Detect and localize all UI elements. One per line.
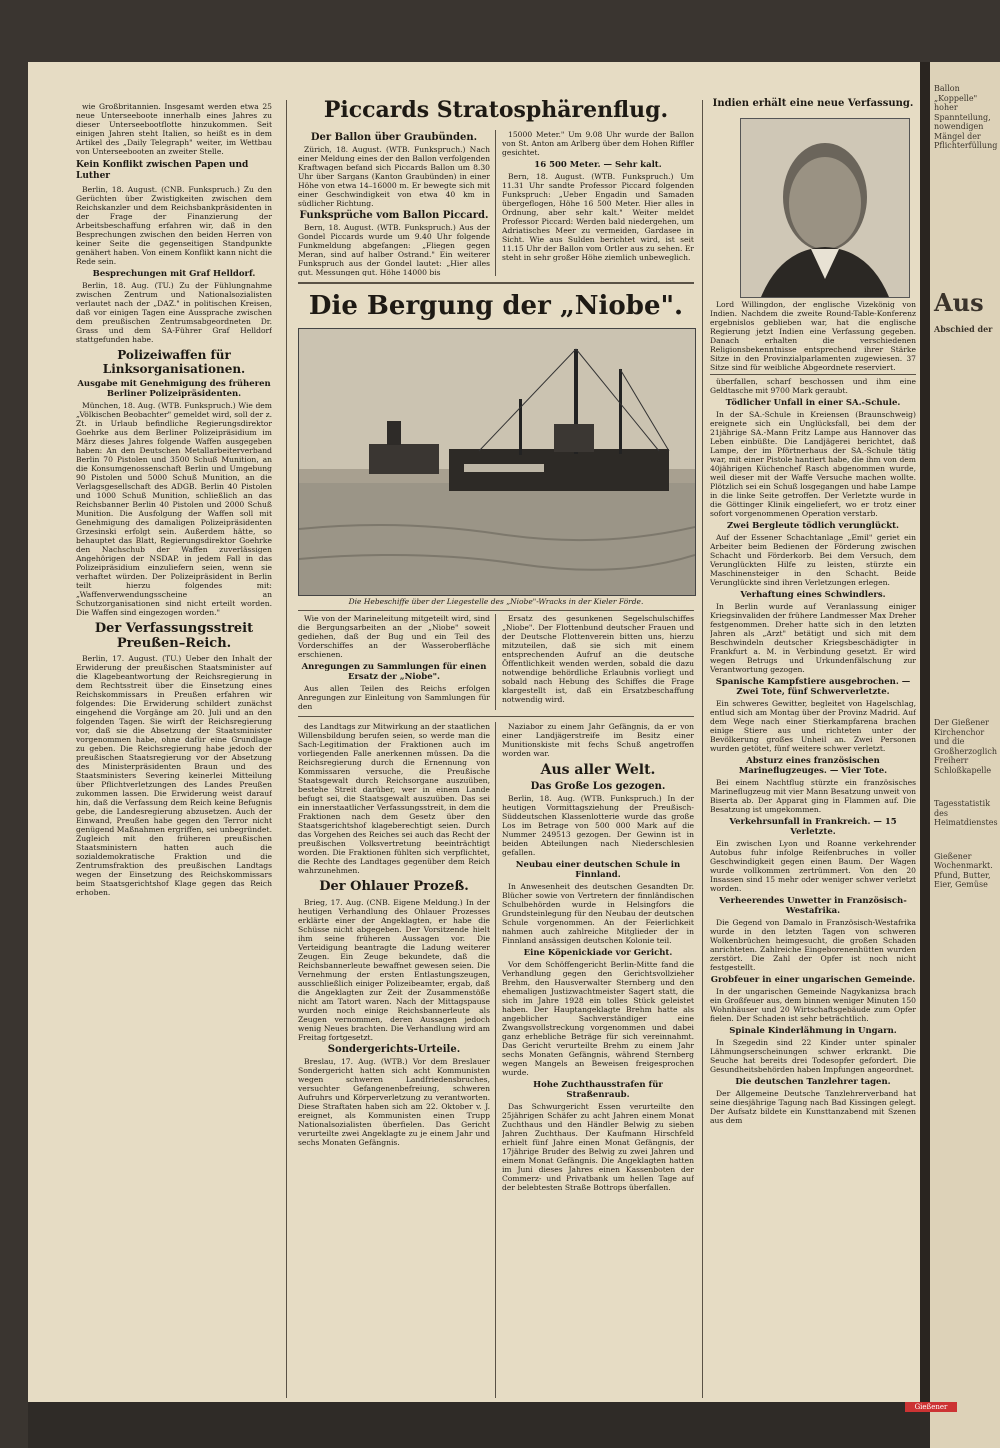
article-text: In Berlin wurde auf Veranlassung einiger Kriegsinvaliden der frühere Landmesser Max Dreher festgenommen. Dreher hatte sich in den letzten Jahren als „Arzt" betätigt und sich mit dem Beschwindeln deutscher Kriegsbeschädigter in Frankfurt a. M. in Verbindung gesetzt. Er wird wegen Betrugs und Urkundenfälschung zur Verantwortung gezogen. xyxy=(710,602,916,674)
article-text: Aus allen Teilen des Reichs erfolgen Anregungen zur Einleitung von Sammlungen für den xyxy=(298,684,490,711)
article-text: Die Gegend von Damalo in Französisch-Westafrika wurde in den letzten Tagen von schweren Wolkenbrüchen heimgesucht, die großen Schaden anrichteten. Zahlreiche Eingeborenenhütten wurden zerstört. Die Zahl der Opfer ist noch nicht festgestellt. xyxy=(710,918,916,972)
article-text: Vor dem Schöffengericht Berlin-Mitte fand die Verhandlung gegen den Gerichtsvollzieher Brehm, den Hausverwalter Sternberg und den ehemaligen Justizwachtmeister Sagert statt, die sich im Jahre 1928 ein tolles Stück geleistet haben. Der Hauptangeklagte Brehm hatte als angeblicher Sachverständiger eine Zwangsvollstreckung vorgenommen und dabei ganz erhebliche Beträge für sich vereinnahmt. Das Gericht verurteilte Brehm zu einem Jahr sechs Monaten Gefängnis, während Sternberg wegen Mangels an Beweisen freigesprochen wurde. xyxy=(502,960,694,1077)
piccard-left-column xyxy=(298,130,490,276)
article-text: überfallen, scharf beschossen und ihm eine Geldtasche mit 9700 Mark geraubt. xyxy=(710,377,916,395)
article-text: In Anwesenheit des deutschen Gesandten Dr. Blücher sowie von Vertretern der finnländischen Schulbehörden wurde in Helsingfors die Grundsteinlegung für den Neubau der deutschen Schule vorgenommen. An der Feierlichkeit nahmen auch zahlreiche Mitglieder der in Finnland ansässigen deutschen Kolonie teil. xyxy=(502,882,694,945)
section-rule xyxy=(298,716,694,717)
article-text: Ein zwischen Lyon und Roanne verkehrender Autobus fuhr infolge Reifenbruches in voller Geschwindigkeit gegen einen Baum. Der Wagen wurde vollkommen zertrümmert. Von den 20 Insassen sind 15 mehr oder weniger schwer verletzt worden. xyxy=(710,839,916,893)
article-text: Berlin, 17. August. (TU.) Ueber den Inhalt der Erwiderung der preußischen Staatsminister auf die Klagebeantwortung der Reichsregierung in dem Rechtsstreit über die Einsetzung eines Reichskommissars in Preußen erfahren wir folgendes: Die Erwiderung schildert zunächst eingehend die Vorgänge am 20. Juli und an den folgenden Tagen. Sie wirft der Reichsregierung vor, daß sie die Absetzung der Staatsminister vorgenommen habe, ohne dafür eine Grundlage zu geben. Die Reichsregierung habe jedoch der preußischen Staatsregierung vor der Absetzung des Ministerpräsidenten Braun und des Staatsministers Severing keinerlei Mitteilung über Pflichtverletzungen des Landes Preußen zukommen lassen. Die Erwiderung weist darauf hin, daß die Verfassung dem Reich keine Befugnis gebe, die Landesregierung abzusetzen. Auch der Einwand, Preußen habe gegen den Terror nicht genügend Maßnahmen ergriffen, sei unbegründet. Zugleich mit den früheren preußischen Staatsministern hatten auch die sozialdemokratische Fraktion und die Zentrumsfraktion des preußischen Landtags wegen der Einsetzung des Reichskommissars beim Staatsgerichtshof Klage gegen das Reich erhoben. xyxy=(76,654,272,897)
article-headline: Spinale Kinderlähmung in Ungarn. xyxy=(729,1026,897,1036)
article-headline: Das Große Los gezogen. xyxy=(530,781,666,792)
article-headline: Eine Köpenickiade vor Gericht. xyxy=(523,948,673,958)
adjacent-text: Abschied der xyxy=(934,323,993,334)
article-text: Ein schweres Gewitter, begleitet von Hagelschlag, entlud sich am Montag über der Provinz Madrid. Auf dem Wege nach einer Stierkampfarena brachen einige Stiere aus und richteten unter der Bevölkerung großes Unheil an. Zwei Personen wurden getötet, fünf weitere schwer verletzt. xyxy=(710,699,916,753)
page-gutter xyxy=(920,62,930,1402)
article-headline: Der Ballon über Graubünden. xyxy=(310,132,478,143)
article-headline: Zwei Bergleute tödlich verunglückt. xyxy=(726,521,900,531)
article-text: wie Großbritannien. Insgesamt werden etwa 25 neue Unterseeboote innerhalb eines Jahres zu dieser Unterseebootflotte hinzukommen. Seit einigen Jahren steht Italien, so heißt es in dem Artikel des „Daily Telegraph" weiter, im Wettbau von Unterseebooten an zweiter Stelle. xyxy=(76,102,272,156)
article-text: 15000 Meter." Um 9.08 Uhr wurde der Ballon von St. Anton am Arlberg über dem Hohen Riffler gesichtet. xyxy=(502,130,694,157)
article-headline: Verheerendes Unwetter in Französisch-Westafrika. xyxy=(719,896,907,916)
article-text: Der Allgemeine Deutsche Tanzlehrerverband hat seine diesjährige Tagung nach Bad Kissingen gelegt. Der Aufsatz bildete ein Kunsttanzabend mit Szenen aus dem xyxy=(710,1089,916,1125)
article-headline: Spanische Kampfstiere ausgebrochen. — Zwei Tote, fünf Schwerverletzte. xyxy=(715,677,911,697)
article-text: Brieg, 17. Aug. (CNB. Eigene Meldung.) In der heutigen Verhandlung des Ohlauer Prozesses erklärte einer der Angeklagten, er habe die Schüsse nicht abgegeben. Der Vorsitzende hielt ihm seine früheren Aussagen vor. Die Verteidigung beantragte die Ladung weiterer Zeugen. Ein Zeuge bekundete, daß die Reichsbannerleute bewaffnet gewesen seien. Die Vernehmung der ersten Entlastungszeugen, ausschließlich einiger Polizeibeamter, ergab, daß die Angeklagten zur Zeit der Zusammenstöße nicht am Tatort waren. Nach der Mittagspause wurden noch einige Reichsbannerleute als Zeugen vernommen, deren Aussagen jedoch wenig Neues brachten. Die Verhandlung wird am Freitag fortgesetzt. xyxy=(298,898,490,1042)
column-rule xyxy=(702,100,703,1398)
article-headline: Kein Konflikt zwischen Papen und Luther xyxy=(76,160,249,181)
column-1 xyxy=(76,102,272,1398)
willingdon-portrait xyxy=(740,118,910,298)
article-headline: Verkehrsunfall in Frankreich. — 15 Verletzte. xyxy=(729,817,897,837)
article-text: Berlin, 18. Aug. (WTB. Funkspruch.) In der heutigen Vormittagsziehung der Preußisch-Süddeutschen Klassenlotterie wurde das große Los im Betrage von 500 000 Mark auf die Nummer 249513 gezogen. Der Gewinn ist in beiden Abteilungen nach Niederschlesien gefallen. xyxy=(502,794,694,857)
article-headline: Verhaftung eines Schwindlers. xyxy=(740,590,886,600)
archive-stamp: Gießener xyxy=(905,1402,957,1412)
column-rule xyxy=(495,614,496,710)
adjacent-text: Tagesstatistik des Heimatdienstes xyxy=(934,799,998,827)
column-4 xyxy=(502,722,694,1398)
article-text: Das Schwurgericht Essen verurteilte den 25jährigen Schäfer zu acht Jahren einem Monat Zuchthaus und den Händler Belwig zu sieben Jahren Zuchthaus. Der Kaufmann Hirschfeld erhielt fünf Jahre einen Monat Gefängnis, der 17jährige Bruder des Belwig zu zwei Jahren und einem Monat Gefängnis. Die Angeklagten hatten im Juni dieses Jahres einen Kassenboten der Commerz- und Privatbank um hellen Tage auf der belebtesten Straße Bottrops überfallen. xyxy=(502,1102,694,1192)
article-headline: Neubau einer deutschen Schule in Finnland. xyxy=(515,860,681,880)
scan-bottom-margin xyxy=(28,1402,930,1448)
article-text: Breslau, 17. Aug. (WTB.) Vor dem Breslauer Sondergericht hatten sich acht Kommunisten wegen schweren Landfriedensbruches, versuchter Gefangenenbefreiung, schweren Aufruhrs und Körperverletzung zu verantworten. Diese Straftaten haben sich am 22. Oktober v. J. ereignet, als Kommunisten einen Trupp Nationalsozialisten überfielen. Das Gericht verurteilte zwei Angeklagte zu je einem Jahr und sechs Monaten Gefängnis. xyxy=(298,1057,490,1147)
section-rule xyxy=(298,610,694,611)
article-text: Bern, 18. August. (WTB. Funkspruch.) Aus der Gondel Piccards wurde um 9.40 Uhr folgende Funkmeldung abgefangen: „Fliegen gegen Meran, sind auf halber Ostrand." Ein weiterer Funkspruch aus der Gondel lautet: „Hier alles gut. Messungen gut. Höhe 14000 bis xyxy=(298,223,490,276)
niobe-right-text xyxy=(502,614,694,714)
photo-caption: Die Hebeschiffe über der Liegestelle des „Niobe"-Wracks in der Kieler Förde. xyxy=(348,597,644,606)
section-rule xyxy=(710,374,916,375)
adjacent-text: Gießener Wochenmarkt. Pfund, Butter, Eier, Gemüse xyxy=(934,851,993,889)
article-text: Bern, 18. August. (WTB. Funkspruch.) Um 11.31 Uhr sandte Professor Piccard folgenden Funkspruch: „Ueber Engadin und Samaden übergeflogen, Höhe 16 500 Meter. Hier alles in Ordnung, aber sehr kalt." Weiter meldet Professor Piccard: Werden bald niedergehen, um Adriatisches Meer zu vermeiden, Gardasee in Sicht. Wie aus Sulden berichtet wird, ist seit 11.15 Uhr der Ballon vom Ortler aus zu sehen. Er steht in sehr großer Höhe ziemlich unbeweglich. xyxy=(502,172,694,262)
article-headline: Sondergerichts-Urteile. xyxy=(327,1044,461,1055)
article-headline: 16 500 Meter. — Sehr kalt. xyxy=(534,160,662,170)
section-rule xyxy=(298,282,694,284)
article-text: In der SA.-Schule in Kreiensen (Braunschweig) ereignete sich ein Unglücksfall, bei dem der 21jährige SA.-Mann Fritz Lampe aus Hannover das Leben einbüßte. Die Landjägerei berichtet, daß Lampe, der im Pförtnerhaus der SA.-Schule tätig war, mit einer Pistole hantiert habe, die ihm von dem 40jährigen Küchenchef Rasch abgenommen wurde, weil dieser mit der Waffe Versuche machen wollte. Plötzlich sei ein Schuß losgegangen und habe Lampe in die linke Seite getroffen. Der Verletzte wurde in die Göttinger Klinik eingeliefert, wo er trotz einer sofort vorgenommenen Operation verstarb. xyxy=(710,410,916,518)
niobe-salvage-photo xyxy=(298,328,696,596)
article-headline: Die deutschen Tanzlehrer tagen. xyxy=(735,1077,891,1087)
adjacent-text: Ballon „Koppelle" hoher Spannteilung, nowendigen Mängel der Pflichterfüllung xyxy=(934,84,998,150)
column-rule xyxy=(495,722,496,1398)
column-rule xyxy=(286,100,287,1398)
article-text: In der ungarischen Gemeinde Nagykanizsa brach ein Großfeuer aus, dem binnen weniger Minuten 150 Wohnhäuser und 20 Wirtschaftsgebäude zum Opfer fielen. Der Schaden ist sehr beträchtlich. xyxy=(710,987,916,1023)
article-headline: Grobfeuer in einer ungarischen Gemeinde. xyxy=(710,975,916,985)
article-headline: Absturz eines französischen Marineflugzeuges. — Vier Tote. xyxy=(738,756,888,776)
niobe-title: Die Bergung der „Niobe". xyxy=(308,291,684,321)
article-headline: Hohe Zuchthausstrafen für Straßenraub. xyxy=(533,1080,663,1100)
article-text: Berlin, 18. August. (CNB. Funkspruch.) Zu den Gerüchten über Zwistigkeiten zwischen dem Reichskanzler und dem Reichsbankpräsidenten in der Frage der Finanzierung der Arbeitsbeschaffung erfahren wir, daß in den Besprechungen zwischen den beiden Herren von keiner Seite die gegenseitigen Standpunkte genähert haben. Von einem Konflikt kann nicht die Rede sein. xyxy=(76,185,272,266)
article-text: München, 18. Aug. (WTB. Funkspruch.) Wie dem „Völkischen Beobachter" gemeldet wird, soll der z. Zt. in Urlaub befindliche Regierungsdirektor Goehrke aus dem Berliner Polizeipräsidium im März dieses Jahres folgende Waffen ausgegeben haben: An den Deutschen Metallarbeiterverband Berlin 70 Pistolen und 3500 Schuß Munition, an die Konsumgenossenschaft Berlin und Umgebung 90 Pistolen und 5000 Schuß Munition, an die Verlagsgesellschaft des ADGB. Berlin 40 Pistolen und 1000 Schuß Munition, schließlich an das Reichsbanner Berlin 40 Pistolen und 2000 Schuß Munition. Die Ausfolgung der Waffen soll mit Genehmigung des damaligen Polizeipräsidenten Grzesinski erfolgt sein. Außerdem hätte, so behauptet das Blatt, Regierungsdirektor Goehrke den Nachschub der Waffen zuverlässigen Angehörigen der NSDAP. in jedem Fall in das Polizeipräsidium einzuliefern seien, wenn sie verhaftet würden. Der Polizeipräsident in Berlin teilt hierzu folgendes mit: „Waffenverwendungsscheine an Schutzorganisationen sind nicht erteilt worden. Die Waffen sind eingezogen worden." xyxy=(76,401,272,617)
piccard-right-column xyxy=(502,130,694,276)
piccard-title: Piccards Stratosphärenflug. xyxy=(323,97,669,123)
column-3 xyxy=(298,722,490,1398)
adjacent-text: Der Gießener Kirchenchor und die Großherzoglich Freiherr Schloßkapelle xyxy=(934,718,997,775)
article-text: Naziabor zu einem Jahr Gefängnis, da er von einer Landjägerstreife im Besitz einer Munitionskiste mit fechs Schuß angetroffen worden war. xyxy=(502,722,694,758)
article-headline: Indien erhält eine neue Verfassung. xyxy=(712,98,914,109)
article-headline: Funksprüche vom Ballon Piccard. xyxy=(299,210,489,221)
article-headline: Der Ohlauer Prozeß. xyxy=(319,879,469,894)
article-headline: Besprechungen mit Graf Helldorf. xyxy=(92,269,256,279)
column-rule xyxy=(495,130,496,276)
article-headline: Anregungen zu Sammlungen für einen Ersatz der „Niobe". xyxy=(301,662,487,682)
article-text: Auf der Essener Schachtanlage „Emil" geriet ein Arbeiter beim Bedienen der Förderung zwischen Schacht und Förderkorb. Bei dem Versuch, dem Verunglückten Hilfe zu leisten, stürzte ein Maschinensteiger in den Schacht. Beide Verunglückte sind ihren Verletzungen erlegen. xyxy=(710,533,916,587)
article-subheadline: Ausgabe mit Genehmigung des früheren Berliner Polizeipräsidenten. xyxy=(77,379,271,399)
article-text: Ersatz des gesunkenen Segelschulschiffes „Niobe". Der Flottenbund deutscher Frauen und der Deutsche Flottenverein bitten uns, hierzu mitzuteilen, daß sie sich mit einem entsprechenden Aufruf an die deutsche Öffentlichkeit wenden werden, sobald die dazu notwendige behördliche Erlaubnis vorliegt und sobald nach Hebung des Schiffes die Frage klargestellt ist, daß ein Ersatzbeschaffung notwendig wird. xyxy=(502,614,694,704)
article-text: des Landtags zur Mitwirkung an der staatlichen Willensbildung berufen seien, so werde man die Sach-Legitimation der Fraktionen auch im vorliegenden Falle anerkennen müssen. Da die Reichsregierung durch die Ernennung von Kommissaren versuche, die Preußische Staatsgewalt durch Reichsorgane auszuüben, bestehe Streit darüber, wer in einem Lande befugt sei, die Staatsgewalt auszuüben. Das sei ein innerstaatlicher Verfassungsstreit, in dem die Fraktionen nach dem Gesetz über den Staatsgerichtshof klageberechtigt seien. Durch das Vorgehen des Reiches sei auch das Recht der preußischen Volksvertretung beeinträchtigt worden. Die Fraktionen fühlten sich verpflichtet, die Rechte des Landtages gegenüber dem Reich wahrzunehmen. xyxy=(298,722,490,875)
article-headline: Der Verfassungsstreit Preußen–Reich. xyxy=(94,621,254,651)
niobe-left-text xyxy=(298,614,490,714)
article-headline: Tödlicher Unfall in einer SA.-Schule. xyxy=(725,398,901,408)
article-text: Bei einem Nachtflug stürzte ein französisches Marineflugzeug mit vier Mann Besatzung unweit von Biserta ab. Der Apparat ging in Flammen auf. Die Besatzung ist umgekommen. xyxy=(710,778,916,814)
article-text: Zürich, 18. August. (WTB. Funkspruch.) Nach einer Meldung eines der den Ballon verfolgenden Kraftwagen befand sich Piccards Ballon um 8.30 Uhr über Sargans (Kanton Graubünden) in einer Höhe von etwa 14–16000 m. Er bewegte sich mit einer Geschwindigkeit von etwa 40 km in südlicher Richtung. xyxy=(298,145,490,208)
adjacent-page xyxy=(930,62,1000,1448)
column-5 xyxy=(710,300,916,1398)
article-text: In Szegedin sind 22 Kinder unter spinaler Lähmungserscheinungen schwer erkrankt. Die Seuche hat bereits drei Todesopfer gefordert. Die Gesundheitsbehörden haben Impfungen angeordnet. xyxy=(710,1038,916,1074)
adjacent-headline: Aus xyxy=(934,287,984,317)
portrait-caption: Lord Willingdon, der englische Vizekönig von Indien. Nachdem die zweite Round-Table-Konferenz ergebnislos geblieben war, hat die englische Regierung jetzt Indien eine Verfassung gegeben. Danach erhalten die verschiedenen Religionsbekenntnisse entsprechend ihrer Stärke Sitze in den Provinzialparlamenten zugewiesen. 37 Sitze sind für weibliche Abgeordnete reserviert. xyxy=(710,300,916,372)
article-text: Berlin, 18. Aug. (TU.) Zu der Fühlungnahme zwischen Zentrum und Nationalsozialisten verlautet nach der „DAZ." in politischen Kreisen, daß vor einigen Tagen eine Aussprache zwischen dem preußischen Zentrumsabgeordneten Dr. Grass und dem SA-Führer Graf Helldorf stattgefunden habe. xyxy=(76,281,272,344)
column-5-header xyxy=(710,96,916,116)
article-headline: Polizeiwaffen für Linksorganisationen. xyxy=(102,348,246,376)
article-headline: Aus aller Welt. xyxy=(540,762,656,778)
article-text: Wie von der Marineleitung mitgeteilt wird, sind die Bergungsarbeiten an der „Niobe" soweit gediehen, daß der Bug und ein Teil des Vorderschiffes an der Wasseroberfläche erschienen. xyxy=(298,614,490,659)
